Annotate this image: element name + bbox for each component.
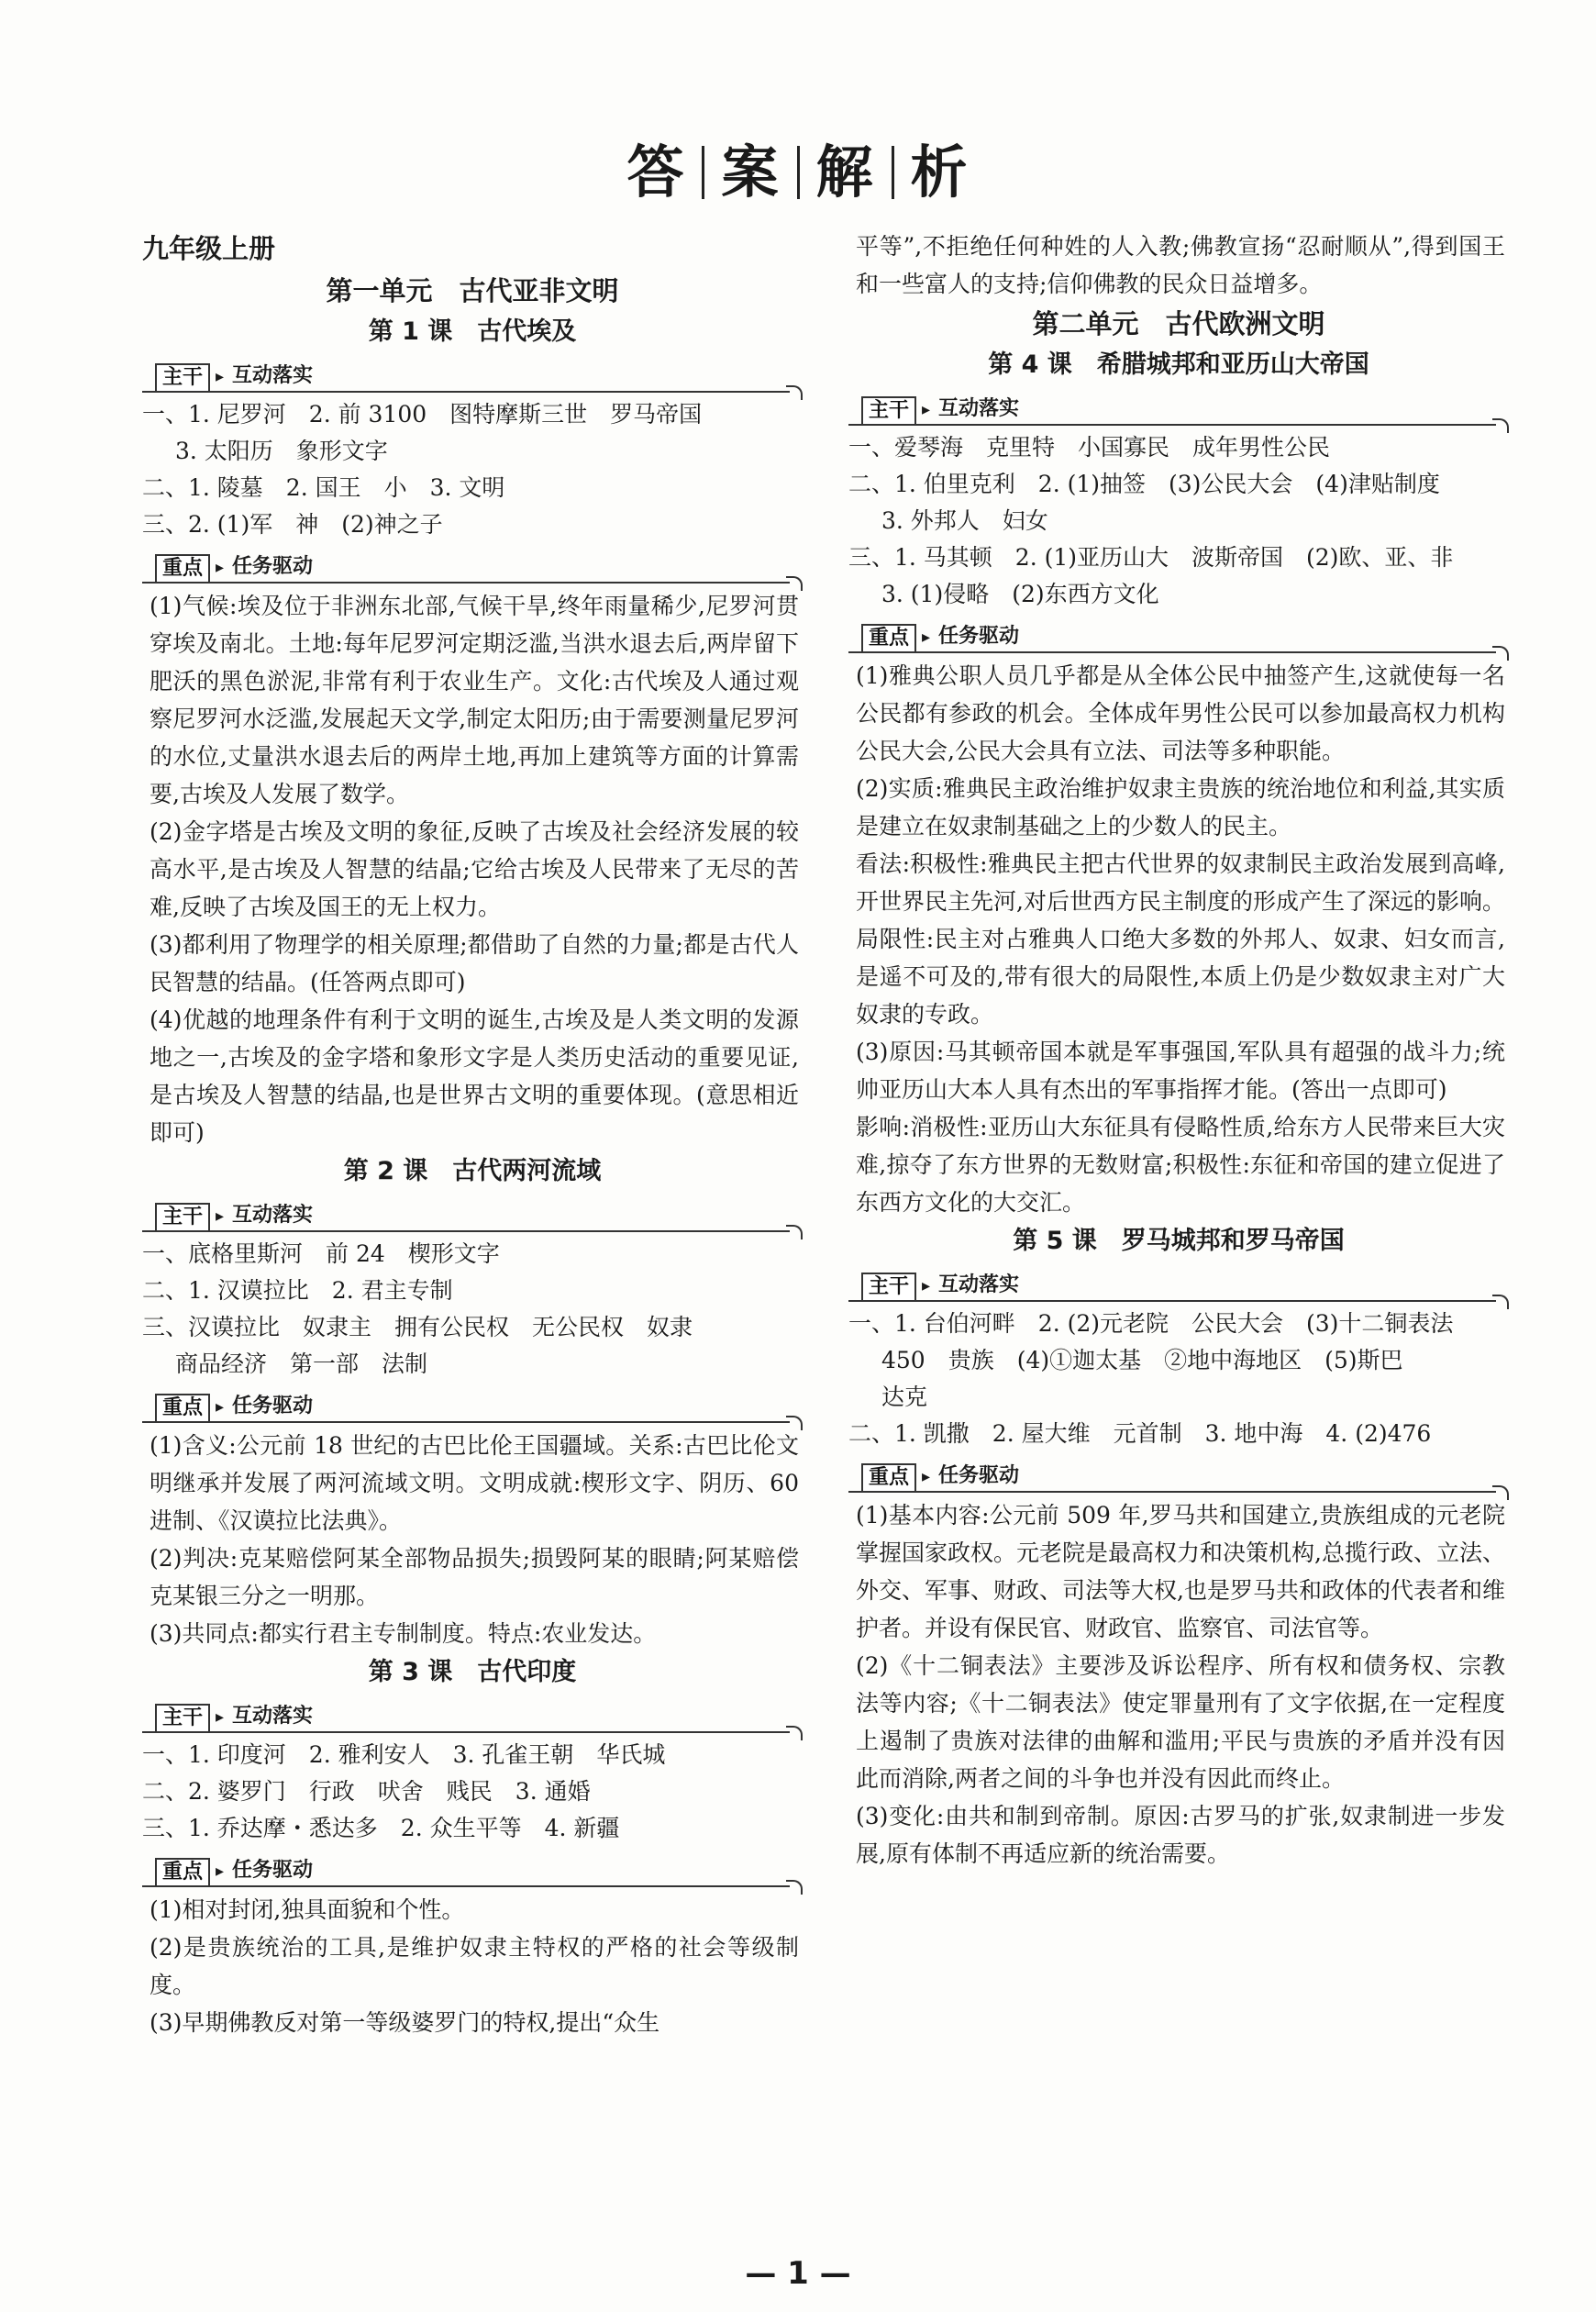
answer-line: 一、1. 尼罗河 2. 前 3100 图特摩斯三世 罗马帝国 bbox=[142, 401, 703, 428]
rule-curl bbox=[786, 1416, 803, 1430]
answer-line: 三、汉谟拉比 奴隶主 拥有公民权 无公民权 奴隶 bbox=[142, 1314, 693, 1340]
section-rule bbox=[848, 1300, 1496, 1302]
answer-paragraph: (4)优越的地理条件有利于文明的诞生,古埃及是人类文明的发源地之一,古埃及的金字塔和象形文字是人类历史活动的重要见证,是古埃及人智慧的结晶,也是世界古文明的重要体现。(意思相近即可) bbox=[150, 1006, 799, 1146]
answer-paragraph: (1)相对封闭,独具面貌和个性。 bbox=[150, 1896, 465, 1923]
answer-line: 二、1. 陵墓 2. 国王 小 3. 文明 bbox=[142, 474, 505, 501]
section-label: 任务驱动 bbox=[938, 1464, 1020, 1487]
arrow-icon: ▸ bbox=[922, 628, 931, 647]
answer-paragraph: 平等”,不拒绝任何种姓的人入教;佛教宣扬“忍耐顺从”,得到国王和一些富人的支持;信仰佛教的民众日益增多。 bbox=[856, 233, 1505, 297]
section-rule bbox=[142, 391, 790, 393]
section-rule bbox=[848, 1491, 1496, 1493]
section-label: 互动落实 bbox=[938, 1273, 1020, 1296]
answer-line: 达克 bbox=[881, 1384, 928, 1410]
answer-paragraph: 影响:消极性:亚历山大东征具有侵略性质,给东方人民带来巨大灾难,掠夺了东方世界的无数财富;积极性:东征和帝国的建立促进了东西方文化的大交汇。 bbox=[856, 1114, 1505, 1216]
section-tag: 主干 bbox=[155, 1704, 210, 1733]
section-tag: 主干 bbox=[155, 1203, 210, 1232]
section-label: 互动落实 bbox=[232, 1705, 314, 1728]
page-number: — 1 — bbox=[745, 2255, 851, 2292]
rule-curl bbox=[786, 385, 803, 400]
grade-heading: 九年级上册 bbox=[142, 233, 276, 264]
rule-curl bbox=[1492, 418, 1509, 433]
section-label: 任务驱动 bbox=[938, 625, 1020, 648]
section-label: 任务驱动 bbox=[232, 1859, 314, 1882]
section-label: 互动落实 bbox=[232, 364, 314, 387]
answer-paragraph: (3)都利用了物理学的相关原理;都借助了自然的力量;都是古代人民智慧的结晶。(任答两点即可) bbox=[150, 931, 799, 995]
answer-paragraph: (2)金字塔是古埃及文明的象征,反映了古埃及社会经济发展的较高水平,是古埃及人智慧的结晶;它给古埃及人民带来了无尽的苦难,反映了古埃及国王的无上权力。 bbox=[150, 818, 799, 920]
section-label: 任务驱动 bbox=[232, 1395, 314, 1417]
answer-line: 二、2. 婆罗门 行政 吠舍 贱民 3. 通婚 bbox=[142, 1778, 591, 1805]
section-rule bbox=[142, 1731, 790, 1733]
section-label: 互动落实 bbox=[938, 397, 1020, 420]
answer-line: 三、2. (1)军 神 (2)神之子 bbox=[142, 511, 443, 538]
rule-curl bbox=[786, 576, 803, 591]
answer-line: 3. 外邦人 妇女 bbox=[881, 507, 1048, 534]
answer-line: 一、底格里斯河 前 24 楔形文字 bbox=[142, 1240, 500, 1267]
section-rule bbox=[142, 1885, 790, 1887]
answer-paragraph: (3)共同点:都实行君主专制制度。特点:农业发达。 bbox=[150, 1620, 657, 1647]
left-column bbox=[142, 228, 803, 2041]
section-tag: 重点 bbox=[861, 1463, 916, 1493]
answer-paragraph: (2)判决:克某赔偿阿某全部物品损失;损毁阿某的眼睛;阿某赔偿克某银三分之一明那。 bbox=[150, 1545, 799, 1609]
unit-heading: 第一单元 古代亚非文明 bbox=[326, 275, 619, 306]
answer-paragraph: (3)变化:由共和制到帝制。原因:古罗马的扩张,奴隶制进一步发展,原有体制不再适应新的统治需要。 bbox=[856, 1803, 1505, 1867]
answer-paragraph: (2)是贵族统治的工具,是维护奴隶主特权的严格的社会等级制度。 bbox=[150, 1934, 799, 1998]
section-header bbox=[848, 389, 1509, 429]
section-header bbox=[142, 547, 803, 587]
answer-line: 二、1. 凯撒 2. 屋大维 元首制 3. 地中海 4. (2)476 bbox=[848, 1420, 1432, 1447]
section-header bbox=[142, 356, 803, 396]
answer-line: 三、1. 马其顿 2. (1)亚历山大 波斯帝国 (2)欧、亚、非 bbox=[848, 544, 1454, 571]
answer-line: 一、1. 台伯河畔 2. (2)元老院 公民大会 (3)十二铜表法 bbox=[848, 1310, 1454, 1337]
section-label: 互动落实 bbox=[232, 1204, 314, 1227]
answer-line: 450 贵族 (4)①迦太基 ②地中海地区 (5)斯巴 bbox=[881, 1347, 1403, 1373]
title-char: 答 bbox=[626, 139, 686, 206]
rule-curl bbox=[1492, 646, 1509, 661]
arrow-icon: ▸ bbox=[216, 1862, 225, 1881]
answer-paragraph: (1)气候:埃及位于非洲东北部,气候干旱,终年雨量稀少,尼罗河贯穿埃及南北。土地:每年尼罗河定期泛滥,当洪水退去后,两岸留下肥沃的黑色淤泥,非常有利于农业生产。文化:古代埃及人通过观察尼罗河水泛滥,发展起天文学,制定太阳历;由于需要测量尼罗河的水位,丈量洪水退去后的两岸土地,再加上建筑等方面的计算需要,古埃及人发展了数学。 bbox=[150, 593, 799, 807]
section-rule bbox=[848, 424, 1496, 426]
page-title bbox=[0, 127, 1596, 208]
lesson-heading: 第 1 课 古代埃及 bbox=[368, 317, 577, 346]
answer-paragraph: (3)原因:马其顿帝国本就是军事强国,军队具有超强的战斗力;统帅亚历山大本人具有杰出的军事指挥才能。(答出一点即可) bbox=[856, 1039, 1505, 1103]
arrow-icon: ▸ bbox=[922, 1467, 931, 1486]
section-tag: 重点 bbox=[861, 624, 916, 653]
rule-curl bbox=[1492, 1295, 1509, 1309]
lesson-heading: 第 4 课 希腊城邦和亚历山大帝国 bbox=[988, 350, 1369, 379]
answer-line: 3. 太阳历 象形文字 bbox=[175, 438, 388, 464]
unit-heading: 第二单元 古代欧洲文明 bbox=[1032, 308, 1325, 339]
answer-line: 一、1. 印度河 2. 雅利安人 3. 孔雀王朝 华氏城 bbox=[142, 1741, 666, 1768]
title-char: 解 bbox=[815, 139, 875, 206]
answer-paragraph: (1)含义:公元前 18 世纪的古巴比伦王国疆域。关系:古巴比伦文明继承并发展了两河流域文明。文明成就:楔形文字、阴历、60 进制、《汉谟拉比法典》。 bbox=[150, 1432, 799, 1534]
section-tag: 主干 bbox=[861, 1273, 916, 1302]
section-rule bbox=[142, 582, 790, 584]
answer-line: 3. (1)侵略 (2)东西方文化 bbox=[881, 581, 1159, 607]
rule-curl bbox=[786, 1225, 803, 1239]
section-header bbox=[142, 1696, 803, 1737]
arrow-icon: ▸ bbox=[216, 1206, 225, 1226]
answer-line: 一、爱琴海 克里特 小国寡民 成年男性公民 bbox=[848, 434, 1331, 461]
right-column bbox=[848, 228, 1509, 1873]
section-rule bbox=[848, 651, 1496, 653]
answer-line: 商品经济 第一部 法制 bbox=[175, 1351, 428, 1377]
section-header bbox=[142, 1195, 803, 1236]
section-header bbox=[142, 1851, 803, 1891]
title-char: 析 bbox=[910, 139, 970, 206]
lesson-heading: 第 2 课 古代两河流域 bbox=[343, 1157, 602, 1185]
rule-curl bbox=[1492, 1485, 1509, 1500]
answer-paragraph: 看法:积极性:雅典民主把古代世界的奴隶制民主政治发展到高峰,开世界民主先河,对后世西方民主制度的形成产生了深远的影响。 bbox=[856, 850, 1505, 915]
arrow-icon: ▸ bbox=[216, 367, 225, 386]
lesson-heading: 第 3 课 古代印度 bbox=[368, 1658, 577, 1686]
section-tag: 主干 bbox=[861, 396, 916, 426]
answer-paragraph: (3)早期佛教反对第一等级婆罗门的特权,提出“众生 bbox=[150, 2009, 660, 2036]
answer-line: 二、1. 汉谟拉比 2. 君主专制 bbox=[142, 1277, 453, 1304]
section-header bbox=[142, 1386, 803, 1427]
arrow-icon: ▸ bbox=[216, 1707, 225, 1727]
section-tag: 主干 bbox=[155, 363, 210, 393]
lesson-heading: 第 5 课 罗马城邦和罗马帝国 bbox=[1013, 1227, 1345, 1255]
section-header bbox=[848, 1265, 1509, 1306]
rule-curl bbox=[786, 1726, 803, 1740]
section-rule bbox=[142, 1421, 790, 1423]
arrow-icon: ▸ bbox=[216, 1397, 225, 1417]
answer-line: 二、1. 伯里克利 2. (1)抽签 (3)公民大会 (4)津贴制度 bbox=[848, 471, 1440, 497]
section-header bbox=[848, 1456, 1509, 1496]
section-rule bbox=[142, 1230, 790, 1232]
arrow-icon: ▸ bbox=[922, 1276, 931, 1295]
arrow-icon: ▸ bbox=[922, 400, 931, 419]
section-tag: 重点 bbox=[155, 1858, 210, 1887]
section-header bbox=[848, 617, 1509, 657]
answer-paragraph: (1)基本内容:公元前 509 年,罗马共和国建立,贵族组成的元老院掌握国家政权。元老院是最高权力和决策机构,总揽行政、立法、外交、军事、财政、司法等大权,也是罗马共和政体的代表者和维护者。并设有保民官、财政官、监察官、司法官等。 bbox=[856, 1502, 1505, 1641]
section-label: 任务驱动 bbox=[232, 555, 314, 578]
answer-line: 三、1. 乔达摩・悉达多 2. 众生平等 4. 新疆 bbox=[142, 1815, 620, 1841]
answer-paragraph: (1)雅典公职人员几乎都是从全体公民中抽签产生,这就使每一名公民都有参政的机会。全体成年男性公民可以参加最高权力机构公民大会,公民大会具有立法、司法等多种职能。 bbox=[856, 662, 1505, 764]
answer-paragraph: 局限性:民主对占雅典人口绝大多数的外邦人、奴隶、妇女而言,是遥不可及的,带有很大的局限性,本质上仍是少数奴隶主对广大奴隶的专政。 bbox=[856, 926, 1505, 1028]
section-tag: 重点 bbox=[155, 554, 210, 584]
arrow-icon: ▸ bbox=[216, 558, 225, 577]
answer-paragraph: (2)《十二铜表法》主要涉及诉讼程序、所有权和债务权、宗教法等内容;《十二铜表法》使定罪量刑有了文字依据,在一定程度上遏制了贵族对法律的曲解和滥用;平民与贵族的矛盾并没有因此而消除,两者之间的斗争也并没有因此而终止。 bbox=[856, 1652, 1505, 1792]
rule-curl bbox=[786, 1880, 803, 1895]
title-char: 案 bbox=[721, 139, 781, 206]
answer-paragraph: (2)实质:雅典民主政治维护奴隶主贵族的统治地位和利益,其实质是建立在奴隶制基础之上的少数人的民主。 bbox=[856, 775, 1505, 839]
section-tag: 重点 bbox=[155, 1394, 210, 1423]
